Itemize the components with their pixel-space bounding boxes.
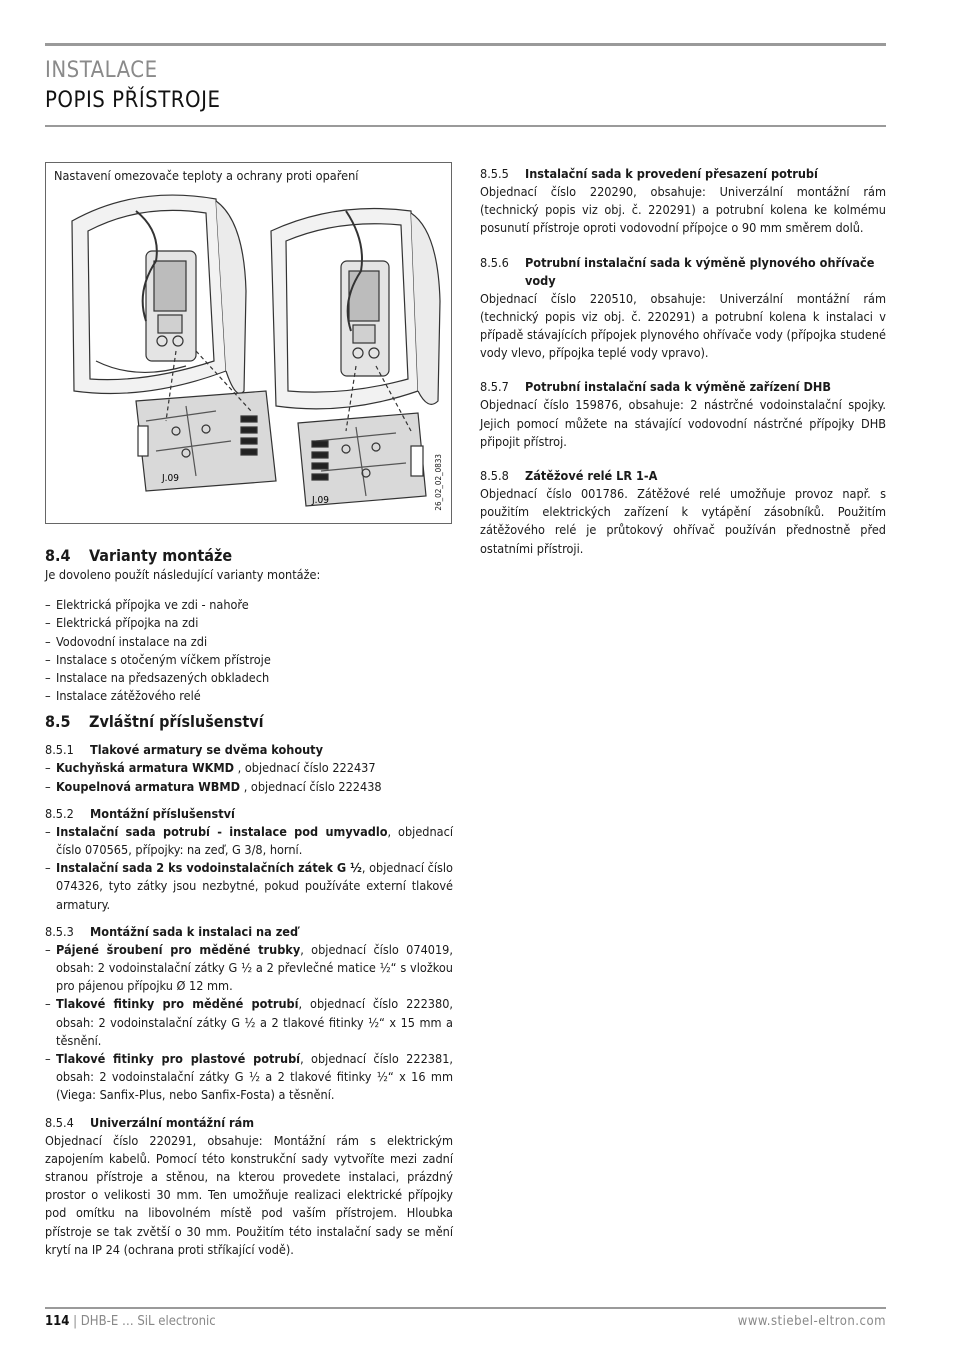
list-item: – Instalace s otočeným víčkem přístroje xyxy=(45,651,453,669)
board-label-b: J.09 xyxy=(312,495,329,506)
list-item: – Kuchyňská armatura WKMD , objednací číslo 222437 xyxy=(45,759,453,777)
section-8-5-2-heading: 8.5.2 Montážní příslušenství xyxy=(45,805,235,821)
section-8-5-5-text: Objednací číslo 220290, obsahuje: Univerzální montážní rám (technický popis viz obj. č. 220291) a potrubní kolena ke kolmému posunutí přístroje oproti vodovodní přípojce o 90 mm směrem dolů. xyxy=(480,184,886,236)
footer-url: www.stiebel-eltron.com xyxy=(737,1314,886,1329)
section-8-5-4-text: Objednací číslo 220291, obsahuje: Montážní rám s elektrickým zapojením kabelů. Pomocí této konstrukční sady vytvoříte mezi zadní stranou přístroje a stěnou, na kterou provedete instalaci, prázdný prostor o velikosti 30 mm. Ten umožňuje realizaci elektrické přípojky pod omítku na libovolném místě pod vaším přístrojem. Hloubka přístroje se tak zvětší o 30 mm. Použitím této instalační sady se mění krytí na IP 24 (ochrana proti stříkající vodě). xyxy=(45,1132,453,1257)
section-8-5-7-heading: 8.5.7 Potrubní instalační sada k výměně zařízení DHB xyxy=(480,379,831,395)
board-label-a: J.09 xyxy=(162,473,179,484)
pressure-taps-list xyxy=(45,759,453,795)
product-name: DHB-E … SiL electronic xyxy=(80,1314,216,1329)
figure-temperature-limiter xyxy=(45,162,452,524)
wall-kit-list xyxy=(45,941,453,1105)
section-8-5-8-text: Objednací číslo 001786. Zátěžové relé umožňuje provoz např. s použitím elektrických zařízení k vytápění zásobníků. Použitím zátěžového relé je průtokový ohřívač používán přednostně před ostatními přístroji. xyxy=(480,486,886,556)
list-item: – Tlakové fitinky pro měděné potrubí, objednací číslo 222380, obsah: 2 vodoinstalační zátky G ½ a 2 tlakové fitinky ½“ x 15 mm a těsnění. xyxy=(45,995,453,1050)
section-8-4-heading: 8.4 Varianty montáže xyxy=(45,546,233,565)
device-illustration xyxy=(66,191,446,511)
header-rule xyxy=(45,43,886,46)
list-item: – Elektrická přípojka na zdi xyxy=(45,614,453,632)
list-item: – Pájené šroubení pro měděné trubky, objednací číslo 074019, obsah: 2 vodoinstalační zátky G ½ a 2 převlečné matice ½“ s vložkou pro pájenou přípojku Ø 12 mm. xyxy=(45,941,453,996)
section-8-5-7-text: Objednací číslo 159876, obsahuje: 2 nástrčné vodoinstalační spojky. Jejich pomocí můžete na stávající vodovodní nástrčné přípojky DHB připojit přístroj. xyxy=(480,397,886,449)
mounting-variants-list xyxy=(45,596,453,705)
section-8-5-8-heading: 8.5.8 Zátěžové relé LR 1-A xyxy=(480,468,658,484)
page-title: POPIS PŘÍSTROJE xyxy=(45,88,221,113)
section-8-5-5-heading: 8.5.5 Instalační sada k provedení přesazení potrubí xyxy=(480,166,818,181)
list-item: – Instalace na předsazených obkladech xyxy=(45,669,453,687)
figure-code: 26_02_02_0833 xyxy=(433,454,443,511)
footer-left: 114 | DHB-E … SiL electronic xyxy=(45,1314,216,1329)
page-number: 114 xyxy=(45,1314,70,1329)
section-8-5-1-heading: 8.5.1 Tlakové armatury se dvěma kohouty xyxy=(45,742,323,758)
section-8-5-6-heading: 8.5.6 Potrubní instalační sada k výměně plynového ohřívače vody xyxy=(480,254,875,288)
header-divider xyxy=(45,125,886,127)
list-item: – Instalační sada 2 ks vodoinstalačních zátek G ½, objednací číslo 074326, tyto zátky jsou nezbytné, pokud používáte externí tlakové armatury. xyxy=(45,859,453,914)
figure-caption: Nastavení omezovače teploty a ochrany proti opaření xyxy=(54,168,359,183)
section-8-4-intro: Je dovoleno použít následující varianty montáže: xyxy=(45,567,321,582)
list-item: – Vodovodní instalace na zdi xyxy=(45,633,453,651)
footer-rule xyxy=(45,1307,886,1309)
list-item: – Koupelnová armatura WBMD , objednací číslo 222438 xyxy=(45,778,453,796)
section-8-5-4-heading: 8.5.4 Univerzální montážní rám xyxy=(45,1114,255,1130)
list-item: – Tlakové fitinky pro plastové potrubí, objednací číslo 222381, obsah: 2 vodoinstalační zátky G ½ a 2 tlakové fitinky ½“ x 16 mm (Viega: Sanfix-Plus, nebo Sanfix-Fosta) a těsnění. xyxy=(45,1050,453,1105)
right-column xyxy=(480,165,886,558)
section-8-5-3-heading: 8.5.3 Montážní sada k instalaci na zeď xyxy=(45,923,299,939)
section-8-5-6-text: Objednací číslo 220510, obsahuje: Univerzální montážní rám (technický popis viz obj. č. 220291) a potrubní kolena k instalaci v případě stávajících přípojek plynového ohřívače vody (přípojka studené vody vlevo, přípojka teplé vody vpravo). xyxy=(480,290,886,361)
list-item: – Instalační sada potrubí - instalace pod umyvadlo, objednací číslo 070565, přípojky: na zeď, G 3/8, horní. xyxy=(45,823,453,859)
list-item: – Elektrická přípojka ve zdi - nahoře xyxy=(45,596,453,614)
left-column xyxy=(45,162,453,1259)
mounting-accessories-list xyxy=(45,823,453,914)
list-item: – Instalace zátěžového relé xyxy=(45,687,453,705)
section-8-5-heading: 8.5 Zvláštní příslušenství xyxy=(45,712,264,732)
section-title: INSTALACE xyxy=(45,58,158,83)
